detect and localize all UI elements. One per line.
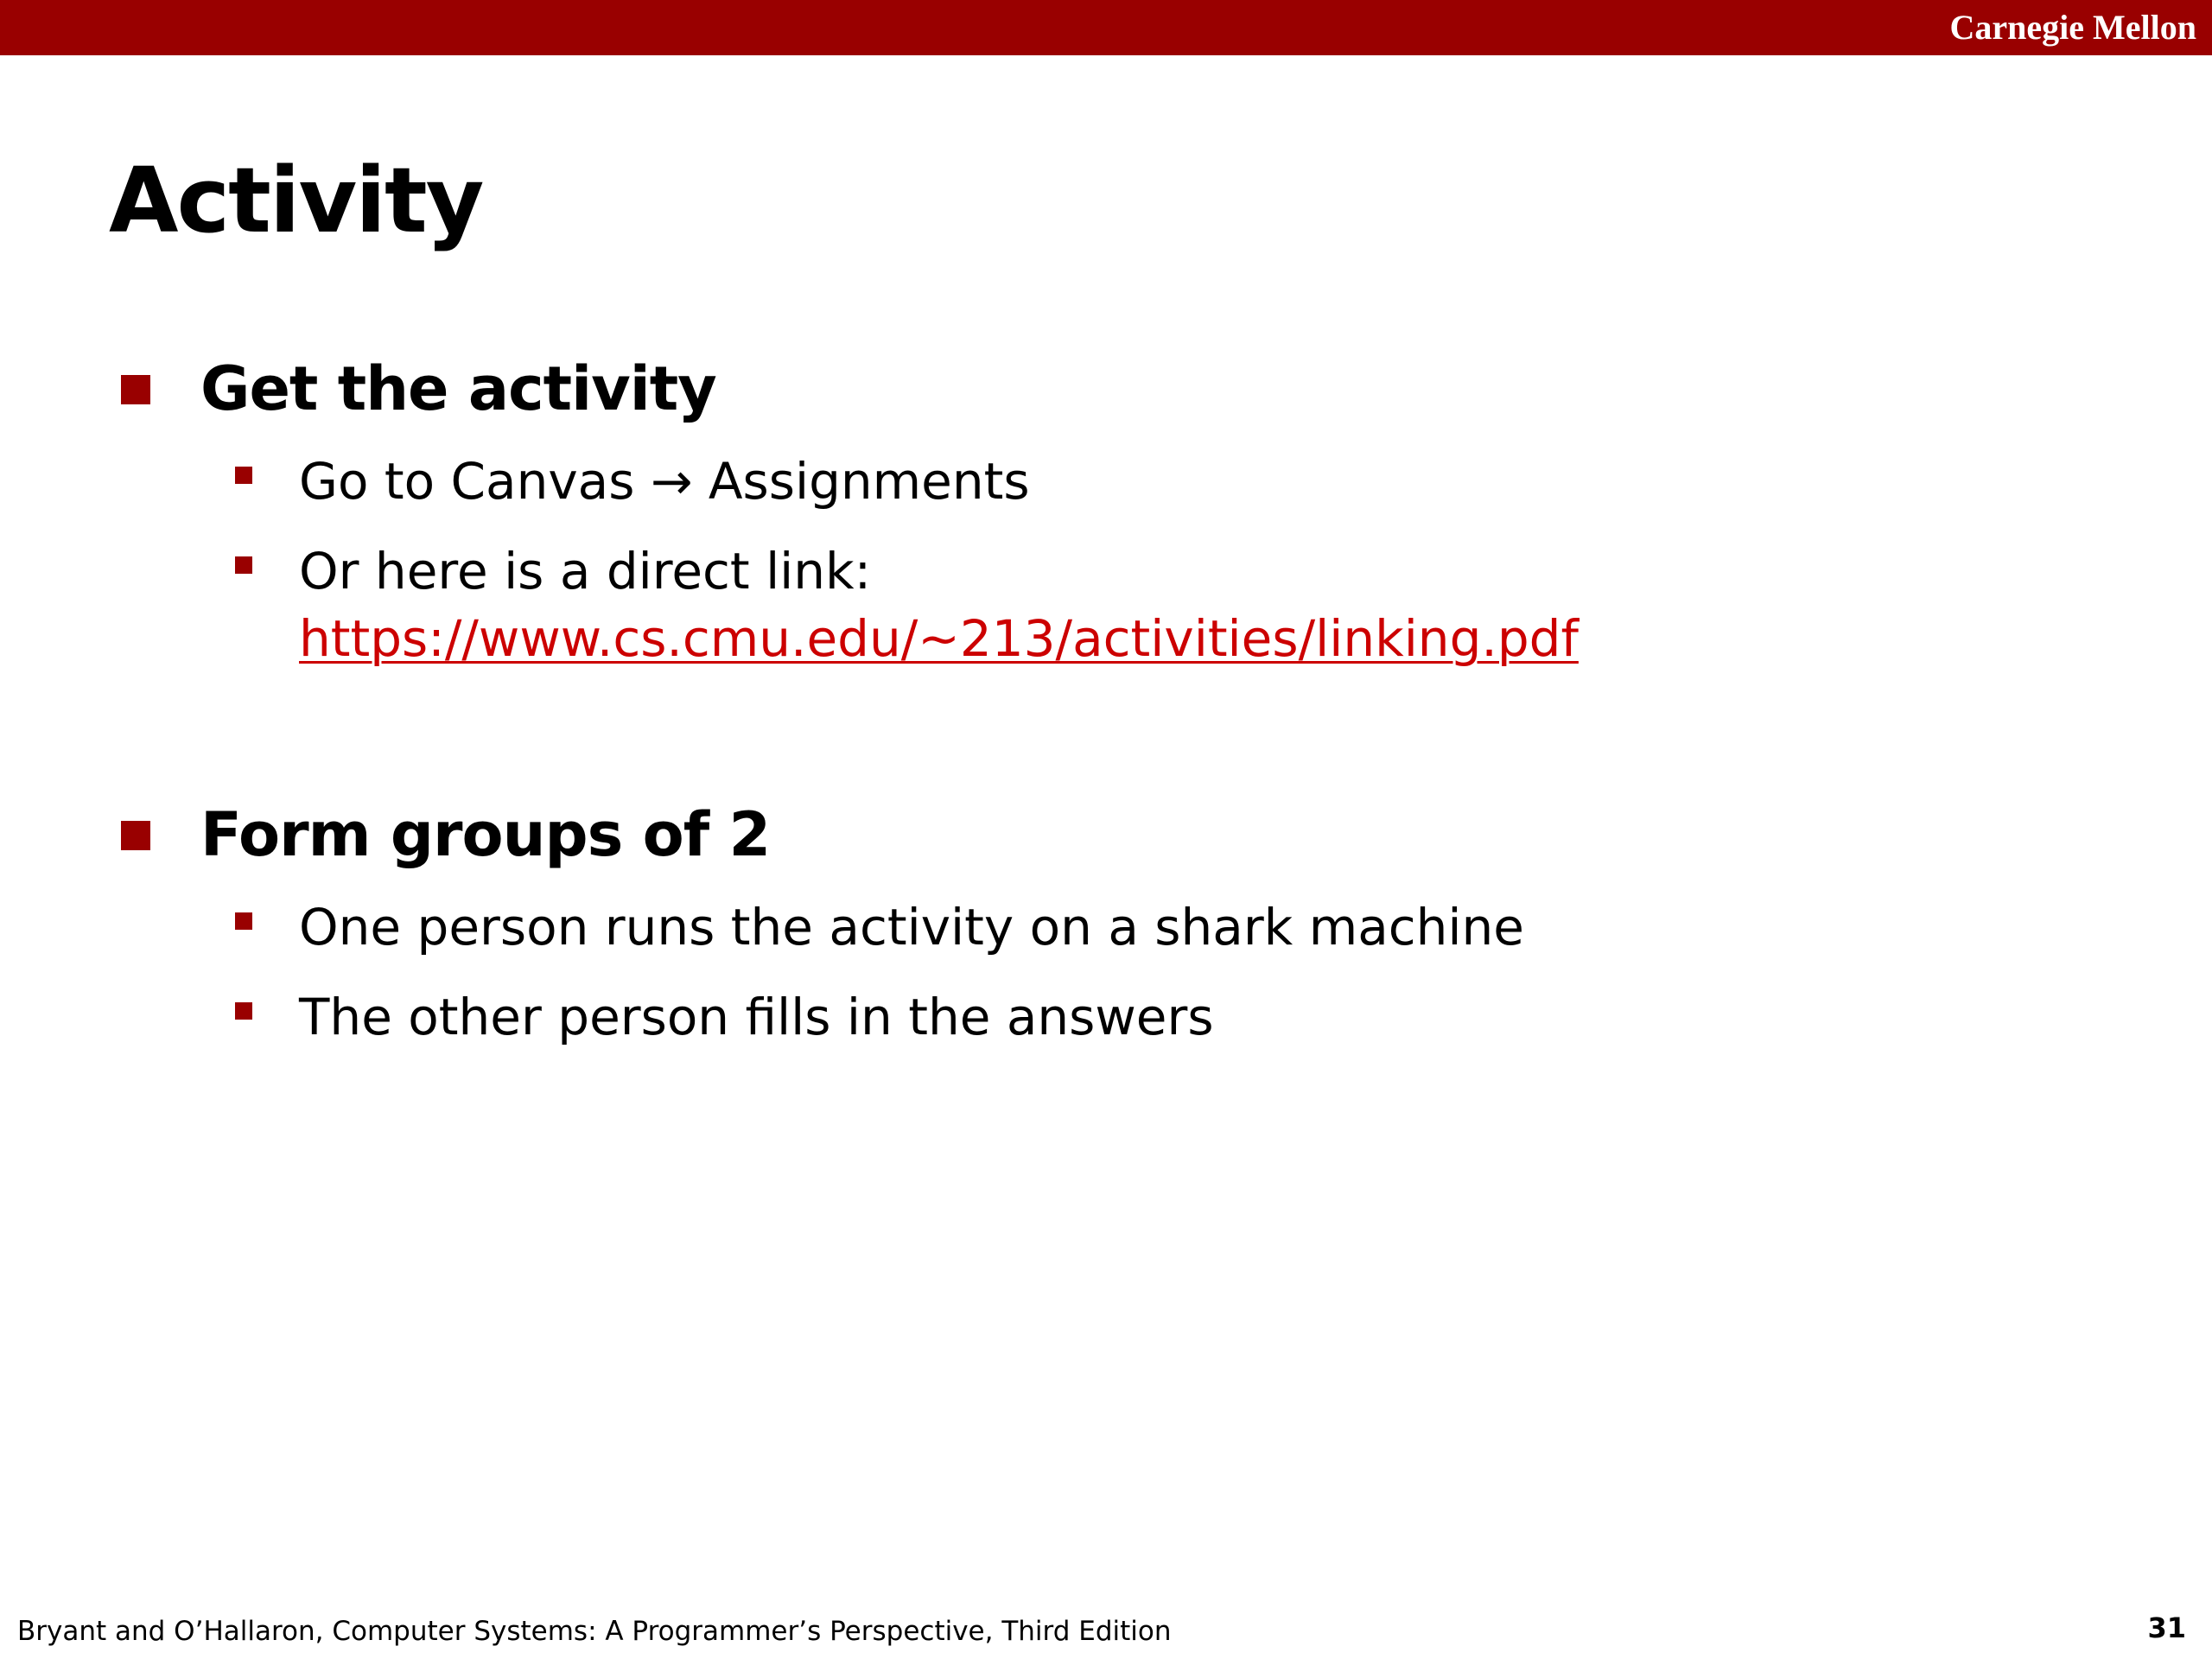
- activity-pdf-link[interactable]: https://www.cs.cmu.edu/~213/activities/linking.pdf: [299, 609, 1579, 668]
- section-heading: Form groups of 2: [200, 799, 771, 870]
- square-bullet-icon: [121, 821, 150, 850]
- slide-title: Activity: [109, 148, 483, 253]
- square-bullet-icon: [235, 1002, 252, 1020]
- page-number: 31: [2147, 1611, 2186, 1644]
- square-bullet-icon: [235, 556, 252, 574]
- list-item-text: [299, 537, 1579, 672]
- square-bullet-icon: [235, 912, 252, 930]
- list-item-label: Or here is a direct link:: [299, 542, 872, 601]
- square-bullet-icon: [235, 467, 252, 484]
- section-heading: Get the activity: [200, 353, 716, 424]
- section-form-groups: [121, 798, 2108, 868]
- footer-citation: Bryant and O’Hallaron, Computer Systems: A Programmer’s Perspective, Third Edition: [17, 1616, 1172, 1647]
- list-item-text: The other person fills in the answers: [299, 988, 1214, 1046]
- list-item-text: Go to Canvas → Assignments: [299, 452, 1030, 511]
- square-bullet-icon: [121, 375, 150, 404]
- header-bar: [0, 0, 2212, 55]
- university-brand: Carnegie Mellon: [1949, 8, 2196, 47]
- section-get-activity: [121, 353, 2108, 422]
- list-item-text: One person runs the activity on a shark machine: [299, 898, 1524, 957]
